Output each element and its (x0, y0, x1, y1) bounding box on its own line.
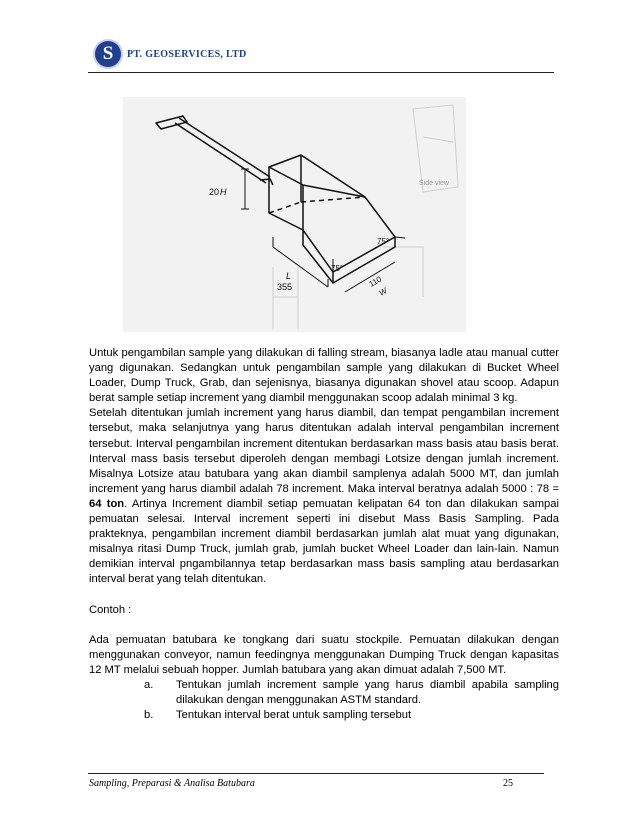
logo-letter: S (102, 43, 114, 64)
l-value-label: 355 (277, 282, 293, 292)
body-text (89, 346, 559, 723)
list-item (144, 708, 559, 723)
handle-shaft (175, 118, 270, 183)
header-divider (88, 72, 554, 73)
example-heading: Contoh : (89, 603, 132, 616)
list-item-label: a. (144, 678, 154, 691)
page-number: 25 (503, 778, 513, 789)
l-letter-label: L (286, 271, 292, 281)
paragraph-2 (89, 406, 559, 587)
scoop-sampler-drawing (123, 97, 466, 332)
interval-result: 64 ton (89, 497, 125, 510)
footer-title: Sampling, Preparasi & Analisa Batubara (89, 778, 255, 789)
angle-top-label: 75° (377, 237, 390, 246)
paragraph-1: Untuk pengambilan sample yang dilakukan di falling stream, biasanya ladle atau manual cutter yang digunakan. Sedangkan untuk pengambilan sample yang dilakukan di Bucket Wheel Loader, Dump Truck, Grab, dan sejenisnya, biasanya digunakan shovel atau scoop. Adapun berat sample setiap increment yang diambil menggunakan scoop adalah minimal 3 kg. (89, 347, 559, 405)
company-logo-icon (95, 41, 121, 67)
scoop-body (269, 155, 395, 272)
list-item (144, 678, 559, 708)
paragraph-2-end: . Artinya Increment diambil setiap pemuatan kelipatan 64 ton dan dilakukan sampai pemuatan selesai. Interval increment seperti ini disebut Mass Basis Sampling. Pada prakteknya, pengambilan increment diambil berdasarkan jumlah alat muat yang digunakan, misalnya ritasi Dump Truck, jumlah grab, jumlah bucket Wheel Loader dan lain-lain. Namun demikian interval pngambilannya tetap berdasarkan mass basis sampling atau berdasarkan interval berat yang telah ditentukan. (89, 497, 559, 586)
paragraph-3: Ada pemuatan batubara ke tongkang dari suatu stockpile. Pemuatan dilakukan dengan menggunakan conveyor, namun feedingnya menggunakan Dumping Truck dengan kapasitas 12 MT melalui sebuah hopper. Jumlah batubara yang akan dimuat adalah 7,500 MT. (89, 633, 559, 676)
paragraph-2-start: Setelah ditentukan jumlah increment yang harus diambil, dan tempat pengambilan increment tersebut, maka selanjutnya yang harus ditentukan adalah interval pengambilan increment tersebut. Interval pengambilan increment ditentukan berdasarkan mass basis atau basis berat. Interval mass basis tersebut diperoleh dengan membagi Lotsize dengan jumlah increment. Misalnya Lotsize atau batubara yang akan diambil samplenya adalah 5000 MT, dan jumlah increment yang harus diambil adalah 78 increment. Maka interval beratnya adalah 5000 : 78 = (89, 407, 559, 495)
page-header (95, 37, 247, 71)
side-note-label: Side view (419, 180, 449, 187)
footer-divider (88, 773, 544, 774)
company-name: PT. GEOSERVICES, LTD (127, 48, 247, 60)
angle-bottom-label: 75° (331, 264, 344, 273)
w-letter-label: W (377, 286, 389, 298)
scoop-sampler-figure (123, 97, 466, 332)
h-letter-label: H (220, 187, 227, 197)
list-item-label: b. (144, 709, 154, 722)
w-value-label: 110 (367, 274, 384, 289)
list-item-text: Tentukan interval berat untuk sampling tersebut (176, 709, 412, 722)
h-value-label: 20 (209, 187, 220, 197)
list-item-text: Tentukan jumlah increment sample yang harus diambil apabila sampling dilakukan dengan menggunakan ASTM standard. (176, 678, 559, 706)
